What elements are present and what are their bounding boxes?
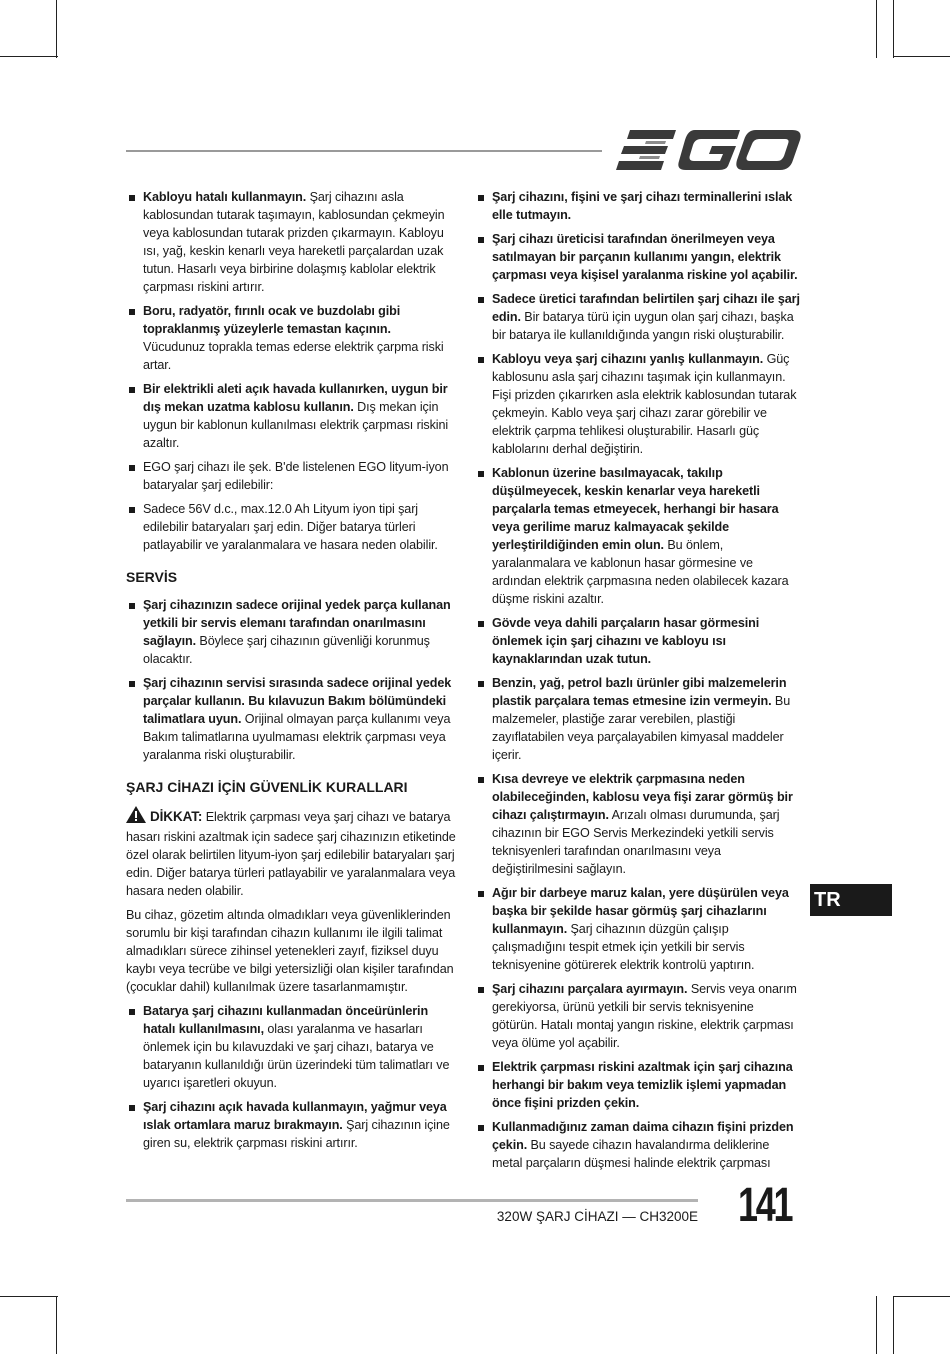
header-rule	[126, 150, 602, 152]
ego-logo	[616, 128, 802, 172]
list-item: EGO şarj cihazı ile şek. B'de listelenen EGO lityum-iyon bataryalar şarj edilebilir:	[126, 458, 456, 494]
crop-mark	[56, 1296, 57, 1354]
crop-mark	[0, 1296, 58, 1297]
list-item: Benzin, yağ, petrol bazlı ürünler gibi malzemelerin plastik parçalara temas etmesine izin vermeyin. Bu malzemeler, plastiğe zarar verebilen, plastiği zayıflatabilen veya parçalayabilen kimyasal maddeler içerir.	[475, 674, 801, 764]
list-item: Elektrik çarpması riskini azaltmak için şarj cihazına herhangi bir bakım veya temizlik işlemi yapmadan önce fişini prizden çekin.	[475, 1058, 801, 1112]
left-column	[126, 188, 456, 1158]
list-item: Gövde veya dahili parçaların hasar görmesini önlemek için şarj cihazını ve kabloyu ısı kaynaklarından uzak tutun.	[475, 614, 801, 668]
warning-label: DİKKAT:	[150, 809, 203, 824]
list-item: Kabloyu veya şarj cihazını yanlış kullanmayın. Güç kablosunu asla şarj cihazını taşımak için kullanmayın. Fişi prizden çıkarırken asla elektrik kablosundan tutarak çekmeyin. Kablo veya şarj cihazı zarar görebilir ve elektrik çarpma tehlikesi oluşturabilir. Hasarlı güç kablolarını derhal değiştirin.	[475, 350, 801, 458]
list-item: Kısa devreye ve elektrik çarpmasına neden olabileceğinden, kablosu veya fişi zarar görmüş bir cihazı çalıştırmayın. Arızalı olması durumunda, şarj cihazının bir EGO Servis Merkezindeki yetkili servis teknisyenleri tarafından onarılmasını veya değiştirilmesini sağlayın.	[475, 770, 801, 878]
page-number: 141	[738, 1179, 792, 1232]
crop-mark	[876, 1296, 877, 1354]
crop-mark	[56, 0, 57, 58]
list-item: Kabloyu hatalı kullanmayın. Şarj cihazını asla kablosundan tutarak taşımayın, kablosundan çekmeyin veya kablosundan tutarak prizden çıkarmayın. Kabloyu ısı, yağ, keskin kenarlı veya hareketli parçalardan uzak tutun. Hasarlı veya birbirine dolaşmış kablolar elektrik çarpması riskini artırır.	[126, 188, 456, 296]
section-title-service: SERVİS	[126, 569, 178, 585]
list-item: Batarya şarj cihazını kullanmadan önceürünlerin hatalı kullanılmasını, olası yaralanma ve hasarları önlemek için bu kılavuzdaki ve şarj cihazı, batarya ve bataryanın kullanıldığı ürün üzerindeki tüm talimatları ve uyarıcı işaretleri okuyun.	[126, 1002, 456, 1092]
crop-mark	[893, 1296, 894, 1354]
footer-rule	[126, 1199, 698, 1202]
warning-triangle-icon	[126, 806, 146, 828]
crop-mark	[876, 0, 877, 58]
list-item: Boru, radyatör, fırınlı ocak ve buzdolabı gibi topraklanmış yüzeylerle temastan kaçının. Vücudunuz toprakla temas ederse elektrik çarpma riski artar.	[126, 302, 456, 374]
crop-mark	[0, 56, 58, 57]
list-item: Şarj cihazı üreticisi tarafından önerilmeyen veya satılmayan bir parçanın kullanımı yangın, elektrik çarpması veya kişisel yaralanma riskine yol açabilir.	[475, 230, 801, 284]
footer-product-title: 320W ŞARJ CİHAZI — CH3200E	[496, 1209, 698, 1224]
list-item: Şarj cihazını, fişini ve şarj cihazı terminallerini ıslak elle tutmayın.	[475, 188, 801, 224]
supervision-paragraph: Bu cihaz, gözetim altında olmadıkları veya güvenliklerinden sorumlu bir kişi tarafından cihazın kullanımı ile ilgili talimat almadıkları sürece zihinsel yetenekleri zayıf, fiziksel duyu kaybı veya tecrübe ve bilgi yetersizliği olan kişiler tarafından (çocuklar dahil) kullanılmak üzere tasarlanmamıştır.	[126, 908, 454, 994]
crop-mark	[893, 0, 894, 58]
right-column	[475, 188, 801, 1178]
list-item: Şarj cihazınızın sadece orijinal yedek parça kullanan yetkili bir servis elemanı tarafından onarılmasını sağlayın. Böylece şarj cihazının güvenliği korunmuş olacaktır.	[126, 596, 456, 668]
list-item: Şarj cihazının servisi sırasında sadece orijinal yedek parçalar kullanın. Bu kılavuzun Bakım bölümündeki talimatlara uyun. Orijinal olmayan parça kullanımı veya Bakım talimatlarına uyulmaması elektrik çarpması veya yaralanma riski oluşturabilir.	[126, 674, 456, 764]
language-tab: TR	[810, 884, 892, 916]
list-item: Kullanmadığınız zaman daima cihazın fişini prizden çekin. Bu sayede cihazın havalandırma deliklerine metal parçaların düşmesi halinde elektrik çarpması	[475, 1118, 801, 1172]
list-item: Ağır bir darbeye maruz kalan, yere düşürülen veya başka bir şekilde hasar görmüş şarj cihazlarını kullanmayın. Şarj cihazının düzgün çalışıp çalışmadığını tespit etmek için yetkili bir servis teknisyenine götürerek elektrik kontrolü yaptırın.	[475, 884, 801, 974]
list-item: Şarj cihazını parçalara ayırmayın. Servis veya onarım gerekiyorsa, ürünü yetkili bir servis teknisyenine götürün. Hatalı montaj yangın riskine, elektrik çarpması veya ölüme yol açabilir.	[475, 980, 801, 1052]
crop-mark	[893, 1296, 950, 1297]
list-item: Sadece 56V d.c., max.12.0 Ah Lityum iyon tipi şarj edilebilir bataryaları şarj edin. Diğer batarya türleri patlayabilir ve yaralanmalara ve hasara neden olabilir.	[126, 500, 456, 554]
warning-paragraph: DİKKAT: Elektrik çarpması veya şarj cihazı ve batarya hasarı riskini azaltmak için sadece şarj cihazınızın etiketinde özel olarak belirtilen lityum-iyon şarj edilebilir bataryaları şarj edin. Diğer batarya türleri patlayabilir ve yaralanmalara veya hasara neden olabilir.	[126, 806, 456, 900]
list-item: Kablonun üzerine basılmayacak, takılıp düşülmeyecek, keskin kenarlar veya hareketli parçalarla temas etmeyecek, herhangi bir hasara veya gerilime maruz kalmayacak şekilde yerleştirildiğinden emin olun. Bu önlem, yaralanmalara ve kablonun hasar görmesine ve ardından elektrik çarpmasına neden olabilecek kazara düşme riskini azaltır.	[475, 464, 801, 608]
list-item: Sadece üretici tarafından belirtilen şarj cihazı ile şarj edin. Bir batarya türü için uygun olan şarj cihazı, başka bir batarya ile kullanıldığında yangın riski oluşturabilir.	[475, 290, 801, 344]
section-title-safety: ŞARJ CİHAZI İÇİN GÜVENLİK KURALLARI	[126, 779, 408, 795]
list-item: Şarj cihazını açık havada kullanmayın, yağmur veya ıslak ortamlara maruz bırakmayın. Şarj cihazının içine giren su, elektrik çarpması riskini artırır.	[126, 1098, 456, 1152]
list-item: Bir elektrikli aleti açık havada kullanırken, uygun bir dış mekan uzatma kablosu kullanın. Dış mekan için uygun bir kablonun kullanılması elektrik çarpması riskini azaltır.	[126, 380, 456, 452]
crop-mark	[893, 56, 950, 57]
